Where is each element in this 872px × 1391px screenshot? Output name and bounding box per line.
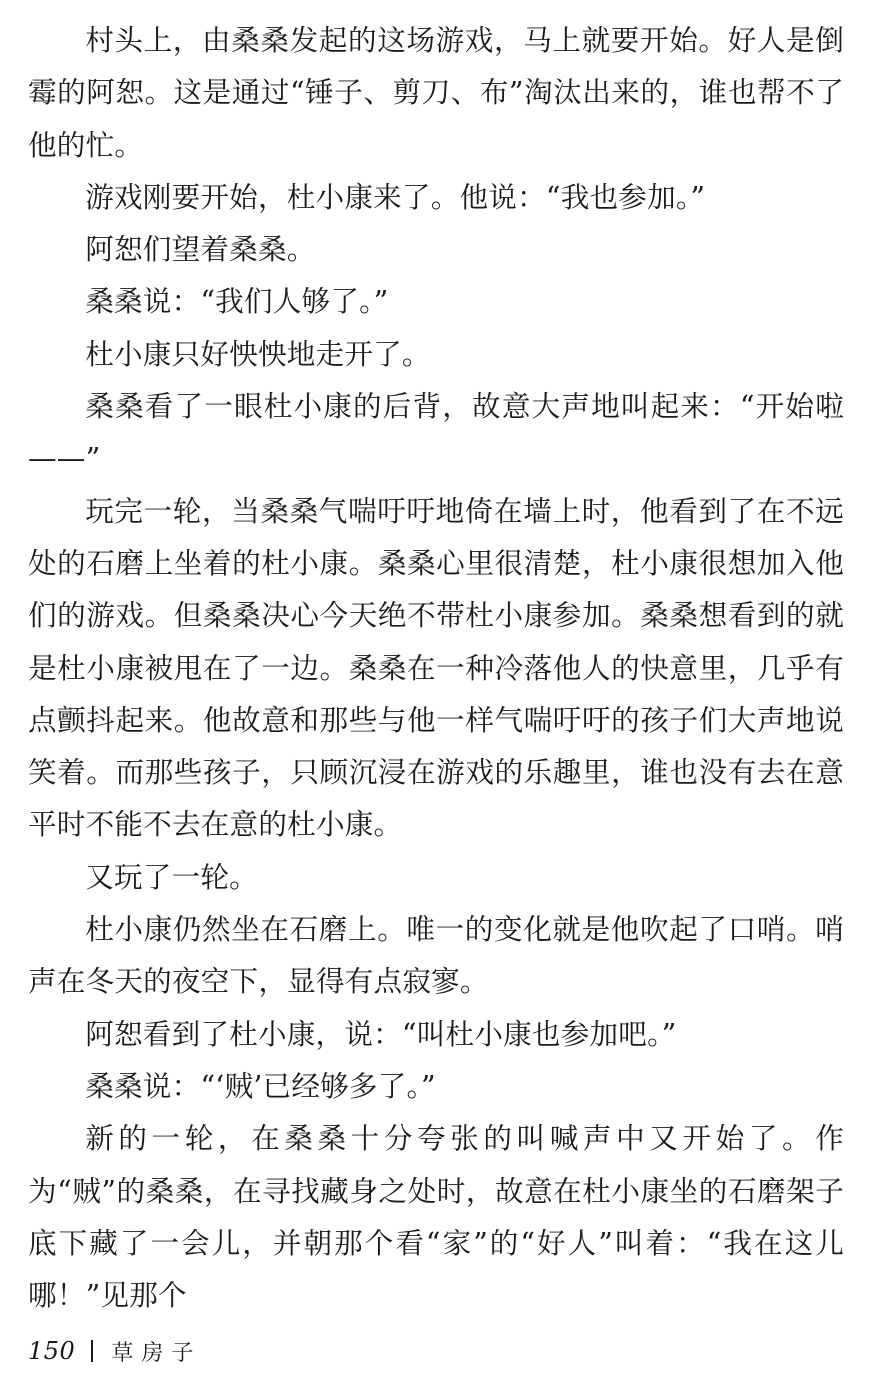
paragraph: 桑桑说：“我们人够了。” — [85, 284, 389, 319]
paragraph: 阿恕们望着桑桑。 — [85, 232, 316, 267]
page-footer — [28, 1331, 201, 1371]
paragraph: 杜小康仍然坐在石磨上。唯一的变化就是他吹起了口哨。哨声在冬天的夜空下，显得有点寂寥。 — [28, 912, 844, 999]
paragraph: 又玩了一轮。 — [85, 859, 258, 894]
paragraph: 杜小康只好怏怏地走开了。 — [85, 336, 431, 371]
footer-divider — [91, 1340, 93, 1362]
book-title: 草房子 — [111, 1340, 202, 1366]
page-number: 150 — [28, 1337, 76, 1365]
paragraph: 桑桑看了一眼杜小康的后背，故意大声地叫起来：“开始啦——” — [28, 389, 844, 476]
paragraph: 阿恕看到了杜小康，说：“叫杜小康也参加吧。” — [85, 1016, 677, 1051]
paragraph: 新的一轮，在桑桑十分夸张的叫喊声中又开始了。作为“贼”的桑桑，在寻找藏身之处时，故意在杜小康坐的石磨架子底下藏了一会儿，并朝那个看“家”的“好人”叫着：“我在这儿哪！”见那个 — [28, 1121, 844, 1313]
paragraph: 游戏刚要开始，杜小康来了。他说：“我也参加。” — [85, 179, 706, 214]
page-body — [28, 14, 844, 1321]
paragraph: 桑桑说：“‘贼’已经够多了。” — [85, 1068, 436, 1103]
paragraph: 村头上，由桑桑发起的这场游戏，马上就要开始。好人是倒霉的阿恕。这是通过“锤子、剪刀、布”淘汰出来的，谁也帮不了他的忙。 — [28, 23, 844, 162]
paragraph: 玩完一轮，当桑桑气喘吁吁地倚在墙上时，他看到了在不远处的石磨上坐着的杜小康。桑桑心里很清楚，杜小康很想加入他们的游戏。但桑桑决心今天绝不带杜小康参加。桑桑想看到的就是杜小康被甩在了一边。桑桑在一种冷落他人的快意里，几乎有点颤抖起来。他故意和那些与他一样气喘吁吁的孩子们大声地说笑着。而那些孩子，只顾沉浸在游戏的乐趣里，谁也没有去在意平时不能不去在意的杜小康。 — [28, 493, 844, 842]
